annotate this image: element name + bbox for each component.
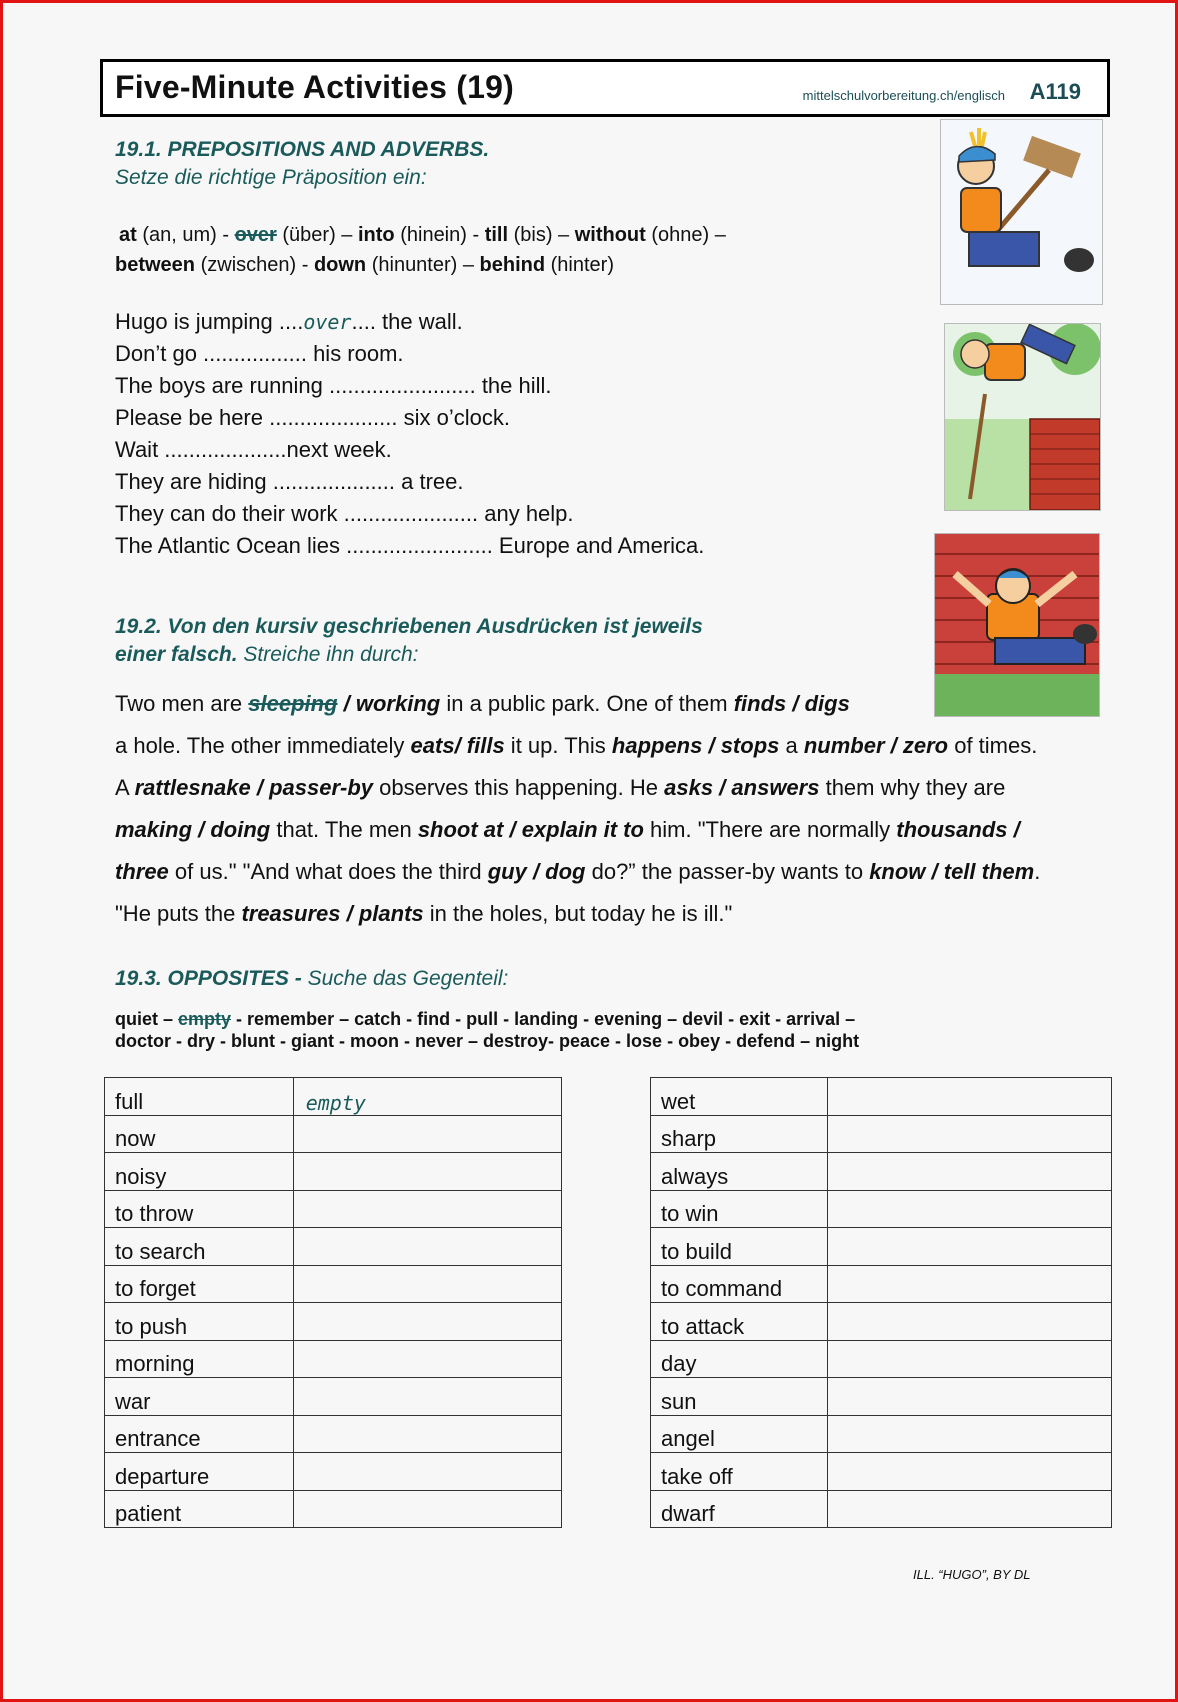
option-phrase: number / zero [803,733,949,758]
opposite-word: to win [651,1190,828,1228]
gap-fill-sentence [115,498,704,530]
table-row [105,1190,562,1228]
hugo-sweeping-image [941,120,1102,304]
opposite-word: take off [651,1453,828,1491]
table-row [651,1340,1112,1378]
answer-cell: empty [293,1078,561,1116]
sentence-text: Wait ....................next week. [115,437,392,462]
opposite-word: always [651,1153,828,1191]
opposite-word: patient [105,1490,294,1528]
opposite-word: to forget [105,1265,294,1303]
answer-cell [827,1378,1111,1416]
word-option: behind [479,254,546,276]
answer-cell [827,1340,1111,1378]
handwritten-answer: over [303,310,352,334]
answer-cell [827,1490,1111,1528]
opposite-word: noisy [105,1153,294,1191]
hugo-wall-image [945,324,1100,510]
word-option: between [115,254,196,276]
table-row [105,1228,562,1266]
answer-cell [827,1453,1111,1491]
answer-cell [827,1115,1111,1153]
table-row [651,1490,1112,1528]
sentence-text: Hugo is jumping .... [115,309,304,334]
word-option: till [484,224,509,246]
opp-words-line-1 [115,1008,859,1030]
story-line [115,725,1115,767]
answer-cell [293,1115,561,1153]
word-gloss: (ohne) – [645,224,726,246]
word-gloss: (an, um) - [136,224,235,246]
illustration-hugo-climbing-wall [944,323,1101,511]
sentence-text: Please be here ..................... six o’clock. [115,405,510,430]
section2-title-line1: 19.2. Von den kursiv geschriebenen Ausdrücken ist jeweils [115,615,703,638]
answer-cell [827,1303,1111,1341]
option-phrase: three [115,859,169,884]
option-phrase: treasures / plants [241,901,424,926]
word-gloss: (über) – [276,224,358,246]
gap-fill-sentence [115,434,704,466]
story-text: in the holes, but today he is ill." [423,901,733,926]
table-row [651,1378,1112,1416]
illustration-hugo-falling [934,533,1100,717]
section3-subtitle: Suche das Gegenteil: [307,967,509,990]
word-list-line-1 [115,220,726,250]
option-phrase: shoot at / explain it to [417,817,644,842]
opposite-word: to search [105,1228,294,1266]
gap-fill-sentence [115,466,704,498]
word-gloss: (hinunter) – [366,254,480,276]
table-row [105,1153,562,1191]
opposite-word: now [105,1115,294,1153]
option-phrase: finds / digs [733,691,850,716]
opposite-word: to throw [105,1190,294,1228]
answer-cell [293,1265,561,1303]
answer-cell [293,1228,561,1266]
answer-cell [293,1190,561,1228]
section3-title [115,967,508,991]
sentence-text: The Atlantic Ocean lies ........................ Europe and America. [115,533,705,558]
opposite-word: full [105,1078,294,1116]
answer-cell [827,1078,1111,1116]
story-text: A [115,775,135,800]
opposite-word: to attack [651,1303,828,1341]
story-text: do?” the passer-by wants to [585,859,870,884]
option-phrase: making / doing [115,817,271,842]
word-option: down [313,254,367,276]
section1-word-list [115,220,726,280]
section2-title-bold: einer falsch. [115,643,238,666]
story-text: "He puts the [115,901,242,926]
answer-cell [827,1228,1111,1266]
table-row [651,1265,1112,1303]
story-text: them why they are [819,775,1006,800]
section1-subtitle: Setze die richtige Präposition ein: [115,166,427,189]
table-row [105,1265,562,1303]
worksheet-code: A119 [1029,79,1081,104]
option-phrase: sleeping [248,691,338,716]
opposite-word: departure [105,1453,294,1491]
gap-fill-sentence [115,402,704,434]
answer-cell [827,1415,1111,1453]
story-text: a [779,733,804,758]
table-row [105,1078,562,1116]
illustration-hugo-sweeping [940,119,1103,305]
opp-word-rest: - remember – catch - find - pull - landing - evening – devil - exit - arrival – [231,1009,856,1029]
story-line [115,851,1115,893]
opposite-word: wet [651,1078,828,1116]
table-row [651,1190,1112,1228]
story-text: that. The men [270,817,418,842]
word-option: over [234,224,277,246]
option-phrase: guy / dog [487,859,586,884]
table-row [651,1115,1112,1153]
section1-sentences [115,306,704,562]
page-title: Five-Minute Activities (19) [115,69,514,105]
option-phrase: know / tell them [869,859,1035,884]
table-row [651,1415,1112,1453]
opposite-word: morning [105,1340,294,1378]
story-line [115,767,1115,809]
answer-cell [293,1415,561,1453]
opposite-word: day [651,1340,828,1378]
section3-word-list [115,1008,859,1052]
answer-cell [827,1153,1111,1191]
table-row [105,1415,562,1453]
word-gloss: (hinein) - [394,224,485,246]
section2-title-sub: Streiche ihn durch: [237,643,419,666]
opposite-word: sun [651,1378,828,1416]
word-list-line-2 [115,250,726,280]
option-phrase: thousands / [896,817,1020,842]
option-phrase: happens / stops [611,733,780,758]
table-row [105,1378,562,1416]
gap-fill-sentence [115,530,704,562]
option-phrase: / working [337,691,441,716]
word-option: into [358,224,395,246]
opp-word-start: quiet – [115,1009,179,1029]
answer-cell [293,1340,561,1378]
word-gloss: (zwischen) - [195,254,314,276]
table-row [651,1078,1112,1116]
table-row [651,1153,1112,1191]
section2-title-line2 [115,643,419,667]
sentence-text: They can do their work ...................... any help. [115,501,574,526]
story-text: him. "There are normally [643,817,897,842]
section2-story [115,683,1115,935]
story-text: it up. This [504,733,612,758]
answer-cell [293,1453,561,1491]
story-text: a hole. The other immediately [115,733,411,758]
header-box [100,59,1110,117]
opposite-word: angel [651,1415,828,1453]
opposites-table-left [104,1077,562,1528]
answer-cell [293,1490,561,1528]
word-gloss: (bis) – [508,224,575,246]
option-phrase: rattlesnake / passer-by [134,775,374,800]
sentence-text: .... the wall. [351,309,463,334]
story-text: Two men are [115,691,249,716]
option-phrase: asks / answers [664,775,820,800]
word-option: without [574,224,646,246]
story-text: observes this happening. He [373,775,665,800]
answer-cell [293,1303,561,1341]
table-row [105,1453,562,1491]
story-text: of times. [948,733,1038,758]
opposite-word: dwarf [651,1490,828,1528]
opposite-word: war [105,1378,294,1416]
table-row [105,1115,562,1153]
table-row [651,1228,1112,1266]
sentence-text: The boys are running ........................ the hill. [115,373,552,398]
gap-fill-sentence [115,370,704,402]
table-row [105,1340,562,1378]
opposite-word: to push [105,1303,294,1341]
opposites-table-right [650,1077,1112,1528]
site-url: mittelschulvorbereitung.ch/englisch [802,88,1005,103]
sentence-text: They are hiding .................... a tree. [115,469,464,494]
opposite-word: to build [651,1228,828,1266]
option-phrase: eats/ fills [410,733,505,758]
story-line [115,893,1115,935]
illustration-credit: ILL. “HUGO”, BY DL [913,1567,1031,1582]
hugo-falling-image [935,534,1099,716]
word-gloss: (hinter) [545,254,614,276]
opposite-word: sharp [651,1115,828,1153]
table-row [651,1303,1112,1341]
story-text: in a public park. One of them [440,691,734,716]
section1-title: 19.1. PREPOSITIONS AND ADVERBS. [115,138,490,161]
table-row [105,1303,562,1341]
gap-fill-sentence [115,306,704,338]
story-line [115,809,1115,851]
answer-cell [293,1378,561,1416]
section3-title-bold: 19.3. OPPOSITES - [115,967,308,990]
answer-cell [827,1265,1111,1303]
opp-word-struck: empty [178,1009,232,1029]
story-text: of us." "And what does the third [168,859,488,884]
answer-cell [827,1190,1111,1228]
table-row [651,1453,1112,1491]
opp-words-line-2: doctor - dry - blunt - giant - moon - never – destroy- peace - lose - obey - defend – night [115,1031,860,1051]
answer-cell [293,1153,561,1191]
sentence-text: Don’t go ................. his room. [115,341,404,366]
gap-fill-sentence [115,338,704,370]
opposite-word: to command [651,1265,828,1303]
story-text: . [1034,859,1041,884]
table-row [105,1490,562,1528]
opposite-word: entrance [105,1415,294,1453]
word-option: at [119,224,137,246]
